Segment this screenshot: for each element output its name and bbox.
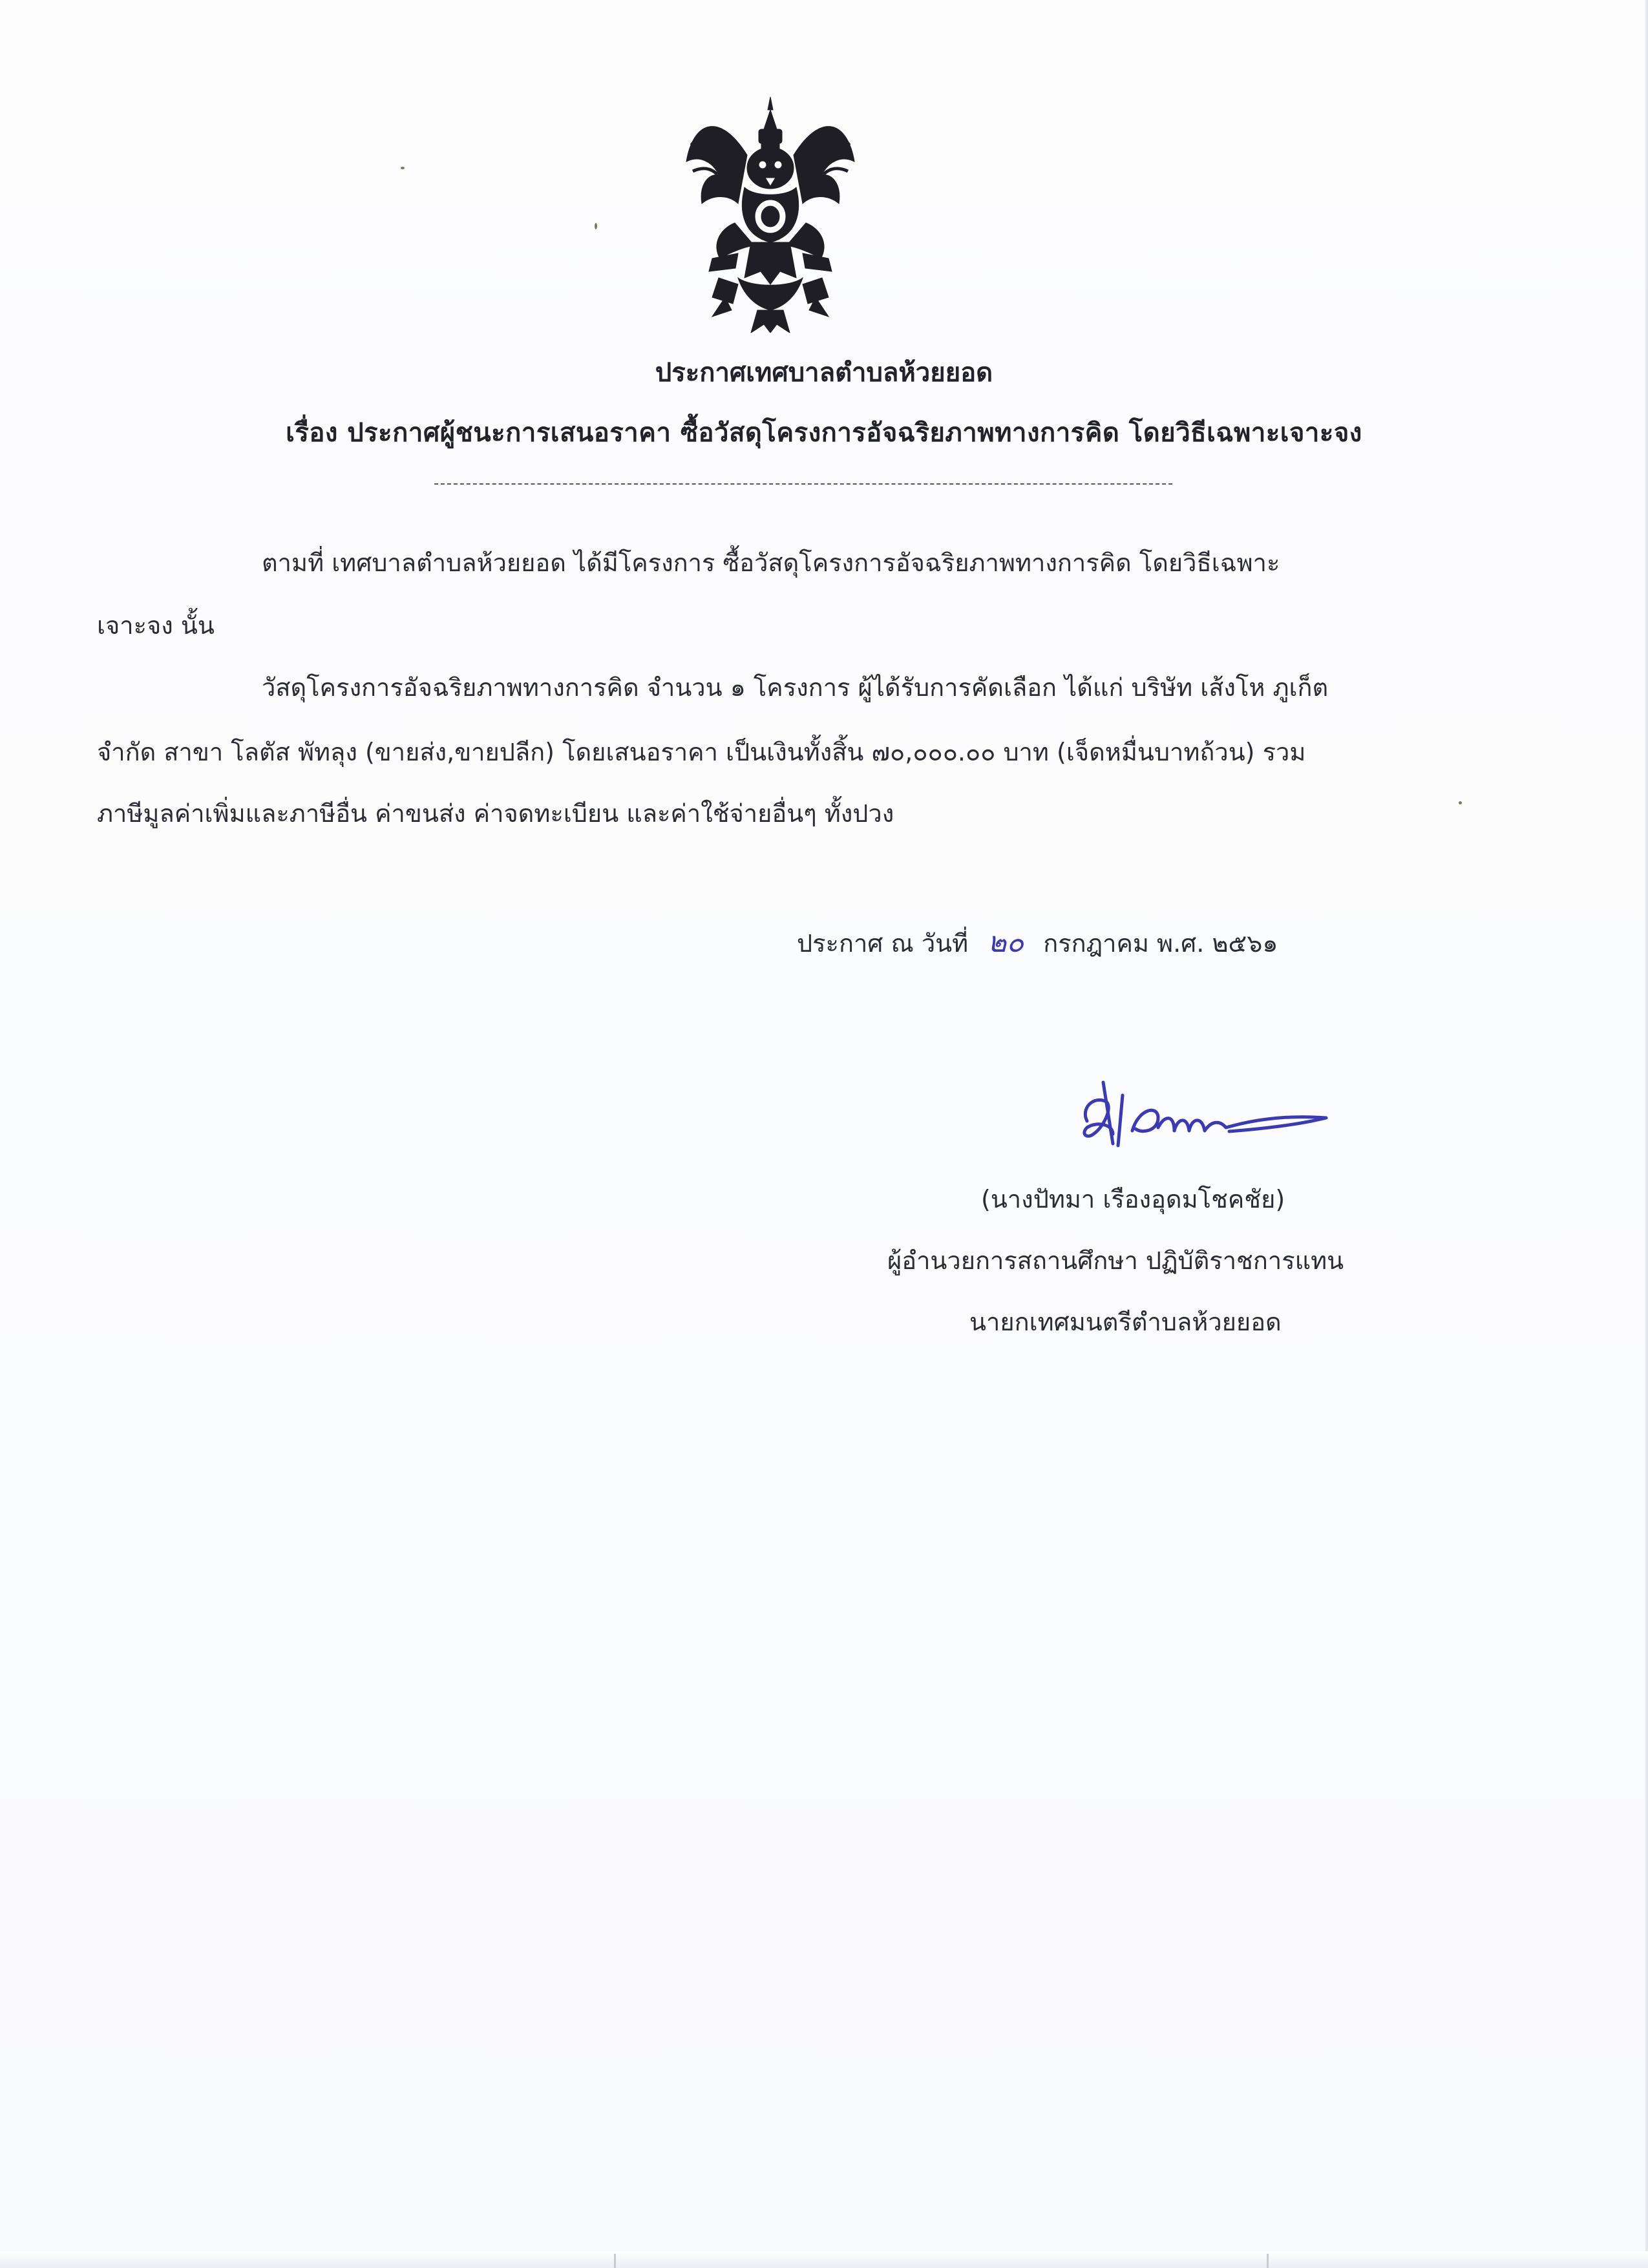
paragraph2-line3: ภาษีมูลค่าเพิ่มและภาษีอื่น ค่าขนส่ง ค่าจดทะเบียน และค่าใช้จ่ายอื่นๆ ทั้งปวง [97,799,894,828]
handwritten-signature [1068,1069,1339,1166]
paragraph1-line2: เจาะจง นั้น [97,611,215,640]
scan-edge-bottom [0,2251,1648,2268]
document-subject: เรื่อง ประกาศผู้ชนะการเสนอราคา ซื้อวัสดุโครงการอัจฉริยภาพทางการคิด โดยวิธีเฉพาะเจาะจง [286,418,1362,448]
section-divider [434,483,1172,485]
garuda-emblem-icon [673,84,867,333]
scan-speck [595,223,597,229]
paragraph2-line2: จำกัด สาขา โลตัส พัทลุง (ขายส่ง,ขายปลีก) โดยเสนอราคา เป็นเงินทั้งสิ้น ๗๐,๐๐๐.๐๐ บาท (เจ็ดหมื่นบาทถ้วน) รวม [97,738,1306,766]
signatory-name: (นางปัทมา เรืองอุดมโชคชัย) [981,1185,1285,1213]
scan-speck [401,167,405,169]
scan-mark [614,2254,616,2268]
signatory-position-line1: ผู้อำนวยการสถานศึกษา ปฏิบัติราชการแทน [887,1246,1344,1275]
date-prefix: ประกาศ ณ วันที่ [797,929,969,958]
paragraph2-line1: วัสดุโครงการอัจฉริยภาพทางการคิด จำนวน ๑ โครงการ ผู้ได้รับการคัดเลือก ได้แก่ บริษัท เส้งโห ภูเก็ต [262,673,1329,702]
paragraph1-line1: ตามที่ เทศบาลตำบลห้วยยอด ได้มีโครงการ ซื้อวัสดุโครงการอัจฉริยภาพทางการคิด โดยวิธีเฉพาะ [262,549,1280,577]
scan-edge-right [1645,0,1648,2268]
scan-mark [1267,2254,1269,2268]
date-suffix: กรกฎาคม พ.ศ. ๒๕๖๑ [1043,929,1278,958]
scan-speck [1459,801,1462,804]
date-line [797,919,1278,965]
signatory-position-line2: นายกเทศมนตรีตำบลห้วยยอด [969,1308,1282,1336]
document-title: ประกาศเทศบาลตำบลห้วยยอด [655,358,993,388]
date-day-handwritten: ๒๐ [988,926,1024,959]
